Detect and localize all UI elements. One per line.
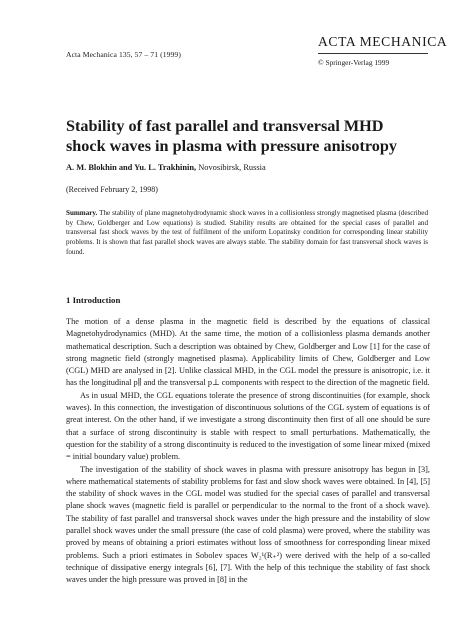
publisher-line: © Springer-Verlag 1999 — [318, 58, 390, 67]
received-date: (Received February 2, 1998) — [66, 185, 158, 194]
author-names: A. M. Blokhin and Yu. L. Trakhinin, — [66, 163, 197, 172]
body-paragraph: As in usual MHD, the CGL equations tolerate the presence of strong discontinuities (for example, shock waves). In this connection, the investigation of discontinuous solutions of the CGL system of equations is of great interest. On the other hand, if we investigate a strong discontinuity then first of all one should be sure that a surface of strong discontinuity is stable with respect to small perturbations. Mathematically, the question for the stability of a strong discontinuity is reduced to the investigation of some linear mixed (mixed = initial boundary value) problem. — [66, 390, 430, 462]
section-heading: 1 Introduction — [66, 295, 121, 305]
author-location: Novosibirsk, Russia — [196, 163, 266, 172]
summary-abstract — [66, 209, 428, 258]
body-paragraph: The investigation of the stability of shock waves in plasma with pressure anisotropy has begun in [3], where mathematical statements of stability problems for fast and slow shock waves were obtained. In [4], [5] the stability of shock waves in the CGL model was studied for the special cases of parallel and transversal plane shock waves (magnetic field is parallel or perpendicular to the normal to the front of a shock wave). The stability of fast parallel and transversal shock waves under the high pressure and the instability of slow parallel shock waves under the small pressure (the case of cold plasma) were proved, where the stability was proved by means of obtaining a priori estimates without loss of smoothness for corresponding linear mixed problems. Such a priori estimates in Sobolev spaces W₂¹(R₊²) were derived with the help of a so-called technique of dissipative energy integrals [6], [7]. With the help of this technique the stability of fast shock waves under the high pressure was proved in [8] in the — [66, 464, 430, 585]
summary-text: The stability of plane magnetohydrodynamic shock waves in a collisionless strongly magnetised plasma (described by Chew, Goldberger and Low equations) is studied. Stability results are obtained for the special cases of parallel and transversal fast shock waves by the test of fulfilment of the uniform Lopatinsky condition for corresponding linear stability problems. It is shown that fast parallel shock waves are always stable. The stability domain for fast transversal shock waves is found. — [66, 209, 428, 256]
paper-title: Stability of fast parallel and transversal MHD shock waves in plasma with pressure anisotropy — [66, 117, 397, 155]
journal-masthead — [318, 34, 448, 67]
journal-citation: Acta Mechanica 135, 57 – 71 (1999) — [66, 50, 181, 59]
journal-name: ACTA MECHANICA — [318, 34, 428, 54]
summary-label: Summary. — [66, 209, 98, 217]
section-body — [66, 316, 430, 587]
author-line — [66, 163, 266, 172]
body-paragraph: The motion of a dense plasma in the magnetic field is described by the equations of classical Magnetohydrodynamics (MHD). At the same time, the motion of a collisionless plasma demands another mathematical description. Such a description was obtained by Chew, Goldberger and Low [1] for the case of strong magnetic field (strongly magnetised plasma). Applicability limits of Chew, Goldberger and Low (CGL) MHD are analysed in [2]. Unlike classical MHD, in the CGL model the pressure is anisotropic, i.e. it has the longitudinal p∥ and the transversal p⊥ components with respect to the direction of the magnetic field. — [66, 317, 430, 388]
